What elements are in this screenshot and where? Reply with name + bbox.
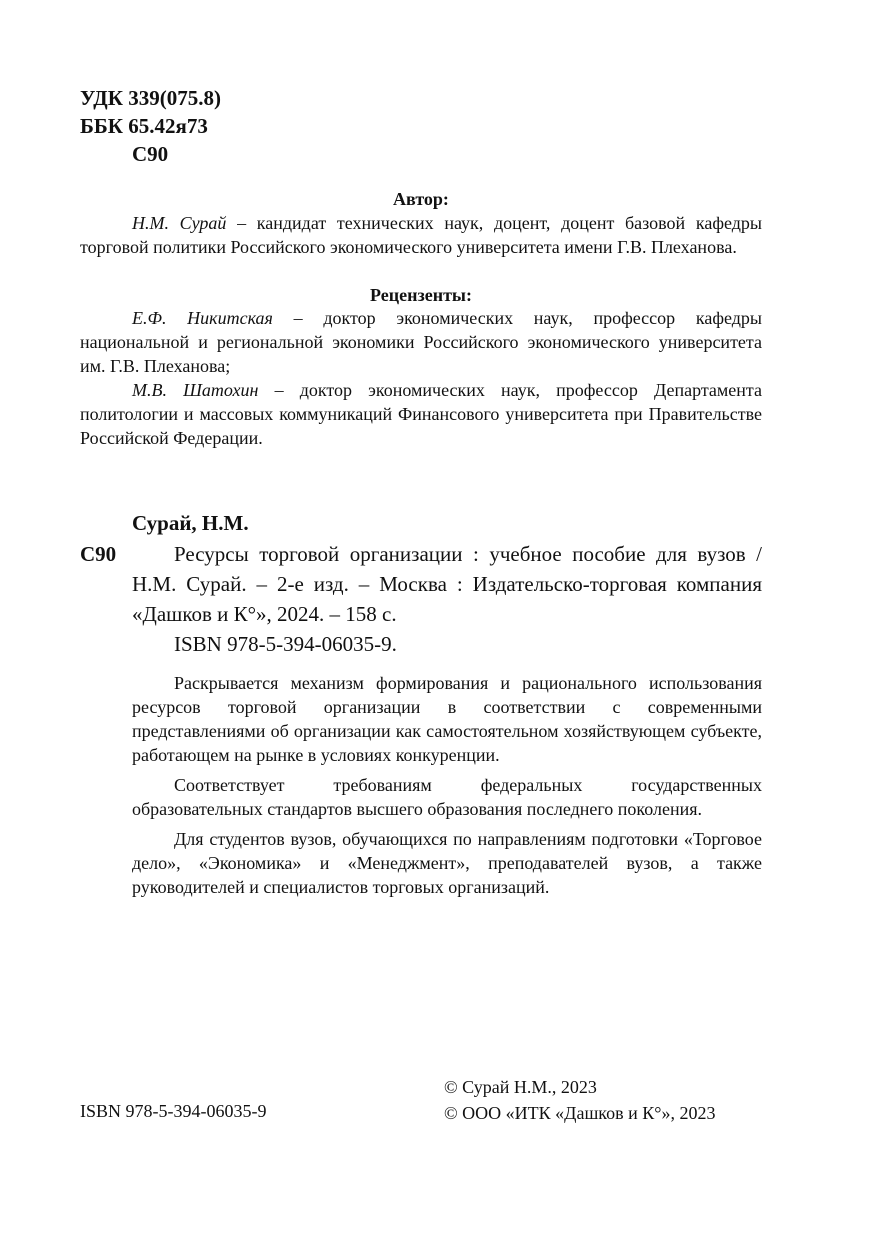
copyright-block — [444, 1074, 715, 1126]
reviewer-description: – доктор экономических наук, профессор кафедры национальной и региональной экономики Российского экономического университета им. Г.В. Плеханова; — [80, 308, 762, 376]
biblio-author: Сурай, Н.М. — [132, 511, 249, 535]
reviewers-list — [80, 306, 762, 450]
udk-code: УДК 339(075.8) — [80, 86, 221, 110]
reviewer-entry — [80, 378, 762, 450]
biblio-description: Ресурсы торговой организации : учебное пособие для вузов / Н.М. Сурай. – 2-е изд. – Москва : Издательско-торговая компания «Дашков и К°», 2024. – 158 с. — [132, 542, 762, 626]
reviewer-name: М.В. Шатохин — [132, 380, 259, 400]
biblio-isbn: ISBN 978-5-394-06035-9. — [174, 632, 397, 656]
reviewer-description: – доктор экономических наук, профессор Департамента политологии и массовых коммуникаций Финансового университета при Правительстве Российской Федерации. — [80, 380, 762, 448]
annotation-paragraph: Раскрывается механизм формирования и рационального использования ресурсов торговой организации в соответствии с современными представлениями об организации как самостоятельном хозяйствующем субъекте, работающем на рынке в условиях конкуренции. — [132, 673, 762, 765]
copyright-publisher: © ООО «ИТК «Дашков и К°», 2023 — [444, 1103, 716, 1123]
author-description: – кандидат технических наук, доцент, доцент базовой кафедры торговой политики Российского экономического университета имени Г.В. Плеханова. — [80, 213, 762, 257]
annotation-paragraph: Соответствует требованиям федеральных государственных образовательных стандартов высшего образования последнего поколения. — [132, 775, 762, 819]
reviewers-heading: Рецензенты: — [370, 285, 472, 305]
bbk-code: ББК 65.42я73 — [80, 114, 208, 138]
biblio-record — [132, 539, 762, 659]
annotation-paragraph: Для студентов вузов, обучающихся по направлениям подготовки «Торговое дело», «Экономика» и «Менеджмент», преподавателей вузов, а также руководителей и специалистов торговых организаций. — [132, 829, 762, 897]
author-name: Н.М. Сурай — [132, 213, 227, 233]
classification-codes — [80, 84, 221, 168]
annotation — [132, 671, 762, 905]
copyright-author: © Сурай Н.М., 2023 — [444, 1077, 597, 1097]
footer-isbn: ISBN 978-5-394-06035-9 — [80, 1101, 267, 1121]
reviewer-entry — [80, 306, 762, 378]
author-heading: Автор: — [393, 189, 449, 209]
author-info — [80, 211, 762, 259]
biblio-code: С90 — [80, 542, 117, 566]
reviewer-name: Е.Ф. Никитская — [132, 308, 273, 328]
author-sign: С90 — [132, 142, 169, 166]
